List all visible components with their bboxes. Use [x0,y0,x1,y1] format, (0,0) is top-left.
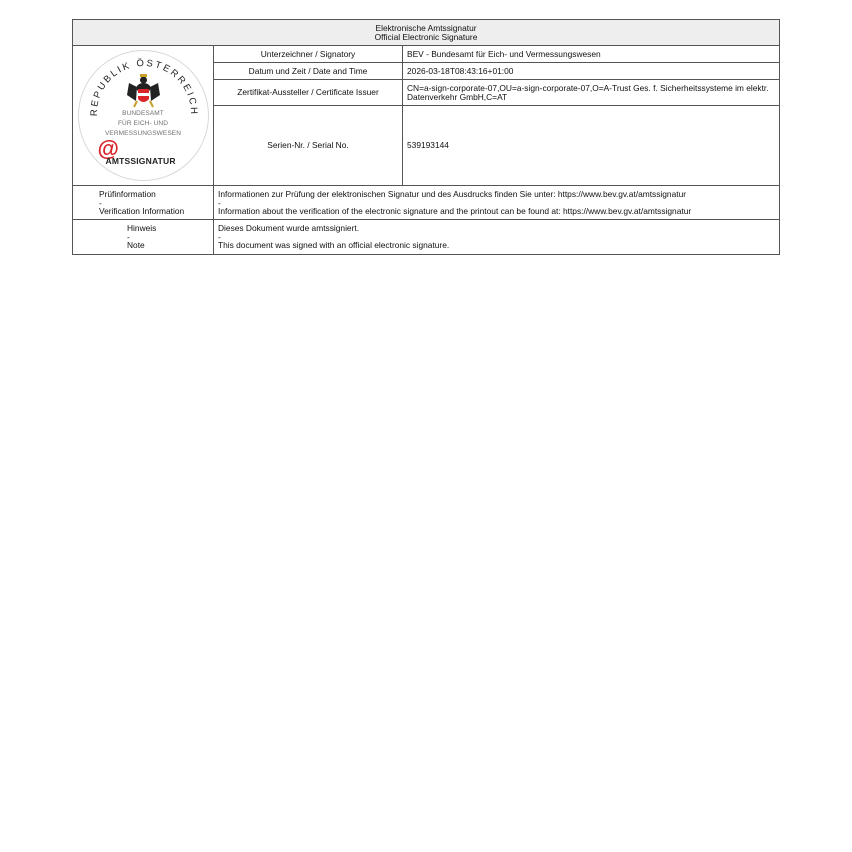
issuer-label: Zertifikat-Aussteller / Certificate Issuer [214,80,403,106]
header-row [73,20,780,46]
austrian-eagle-icon [127,74,160,107]
table-row-verification [73,186,780,220]
seal-brand-text: AMTSSIGNATUR [105,156,176,166]
verification-text-en: Information about the verification of the electronic signature and the printout can be found at: https://www.bev.gv.at/amtssignatur [218,205,692,216]
note-text: Dieses Dokument wurde amtssigniert. - This document was signed with an official electronic signature. [214,220,780,255]
svg-text:REPUBLIK ÖSTERREICH: REPUBLIK ÖSTERREICH [88,57,199,117]
serial-label: Serien-Nr. / Serial No. [214,106,403,186]
seal-cell [73,46,214,186]
issuer-value: CN=a-sign-corporate-07,OU=a-sign-corporate-07,O=A-Trust Ges. f. Sicherheitssysteme im elektr. Datenverkehr GmbH,C=AT [403,80,780,106]
signature-block-table [72,19,780,255]
seal-agency-text: BUNDESAMT FÜR EICH- UND VERMESSUNGSWESEN [104,110,181,137]
header-cell [73,20,780,46]
table-row-note [73,220,780,255]
verification-label: Prüfinformation - Verification Information [73,186,214,220]
signatory-value: BEV - Bundesamt für Eich- und Vermessungswesen [403,46,780,63]
header-title-en: Official Electronic Signature [374,31,478,42]
at-symbol-icon: @ [97,136,119,161]
signatory-label: Unterzeichner / Signatory [214,46,403,63]
table-row-signatory [73,46,780,63]
note-label: Hinweis - Note [73,220,214,255]
note-text-de: Dieses Dokument wurde amtssigniert. [218,223,360,233]
amtssignatur-seal [78,50,209,181]
note-text-en: This document was signed with an official electronic signature. [218,240,450,250]
datetime-label: Datum und Zeit / Date and Time [214,63,403,80]
datetime-value: 2026-03-18T08:43:16+01:00 [403,63,780,80]
verification-text-de: Informationen zur Prüfung der elektronischen Signatur und des Ausdrucks finden Sie unter: https://www.bev.gv.at/amtssignatur [218,188,687,199]
verification-text: Informationen zur Prüfung der elektronischen Signatur und des Ausdrucks finden Sie unter: https://www.bev.gv.at/amtssignatur - Information about the verification of the electronic signature and the printout can be found at: https://www.bev.gv.at/amtssignatur [214,186,780,220]
serial-value: 539193144 [403,106,780,186]
header-title-de: Elektronische Amtssignatur [375,22,477,33]
